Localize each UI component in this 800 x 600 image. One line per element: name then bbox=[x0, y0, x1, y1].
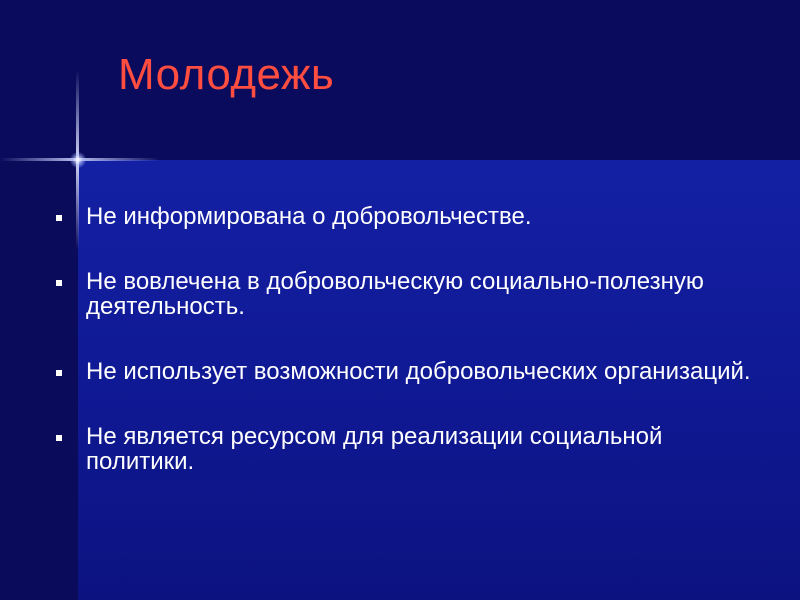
square-bullet-icon bbox=[56, 215, 62, 221]
list-item bbox=[56, 424, 756, 474]
slide-title: Молодежь bbox=[118, 50, 335, 99]
bullet-text: Не использует возможности добровольческих организаций. bbox=[86, 358, 751, 385]
bullet-text: Не информирована о добровольчестве. bbox=[86, 203, 532, 230]
list-item bbox=[56, 269, 756, 319]
square-bullet-icon bbox=[56, 370, 62, 376]
square-bullet-icon bbox=[56, 280, 62, 286]
bullet-text: Не вовлечена в добровольческую социально-полезную деятельность. bbox=[86, 268, 704, 320]
bullet-list bbox=[56, 204, 756, 514]
list-item bbox=[56, 359, 756, 384]
light-flare-icon bbox=[70, 152, 86, 168]
bullet-text: Не является ресурсом для реализации социальной политики. bbox=[86, 423, 663, 475]
square-bullet-icon bbox=[56, 435, 62, 441]
list-item bbox=[56, 204, 756, 229]
